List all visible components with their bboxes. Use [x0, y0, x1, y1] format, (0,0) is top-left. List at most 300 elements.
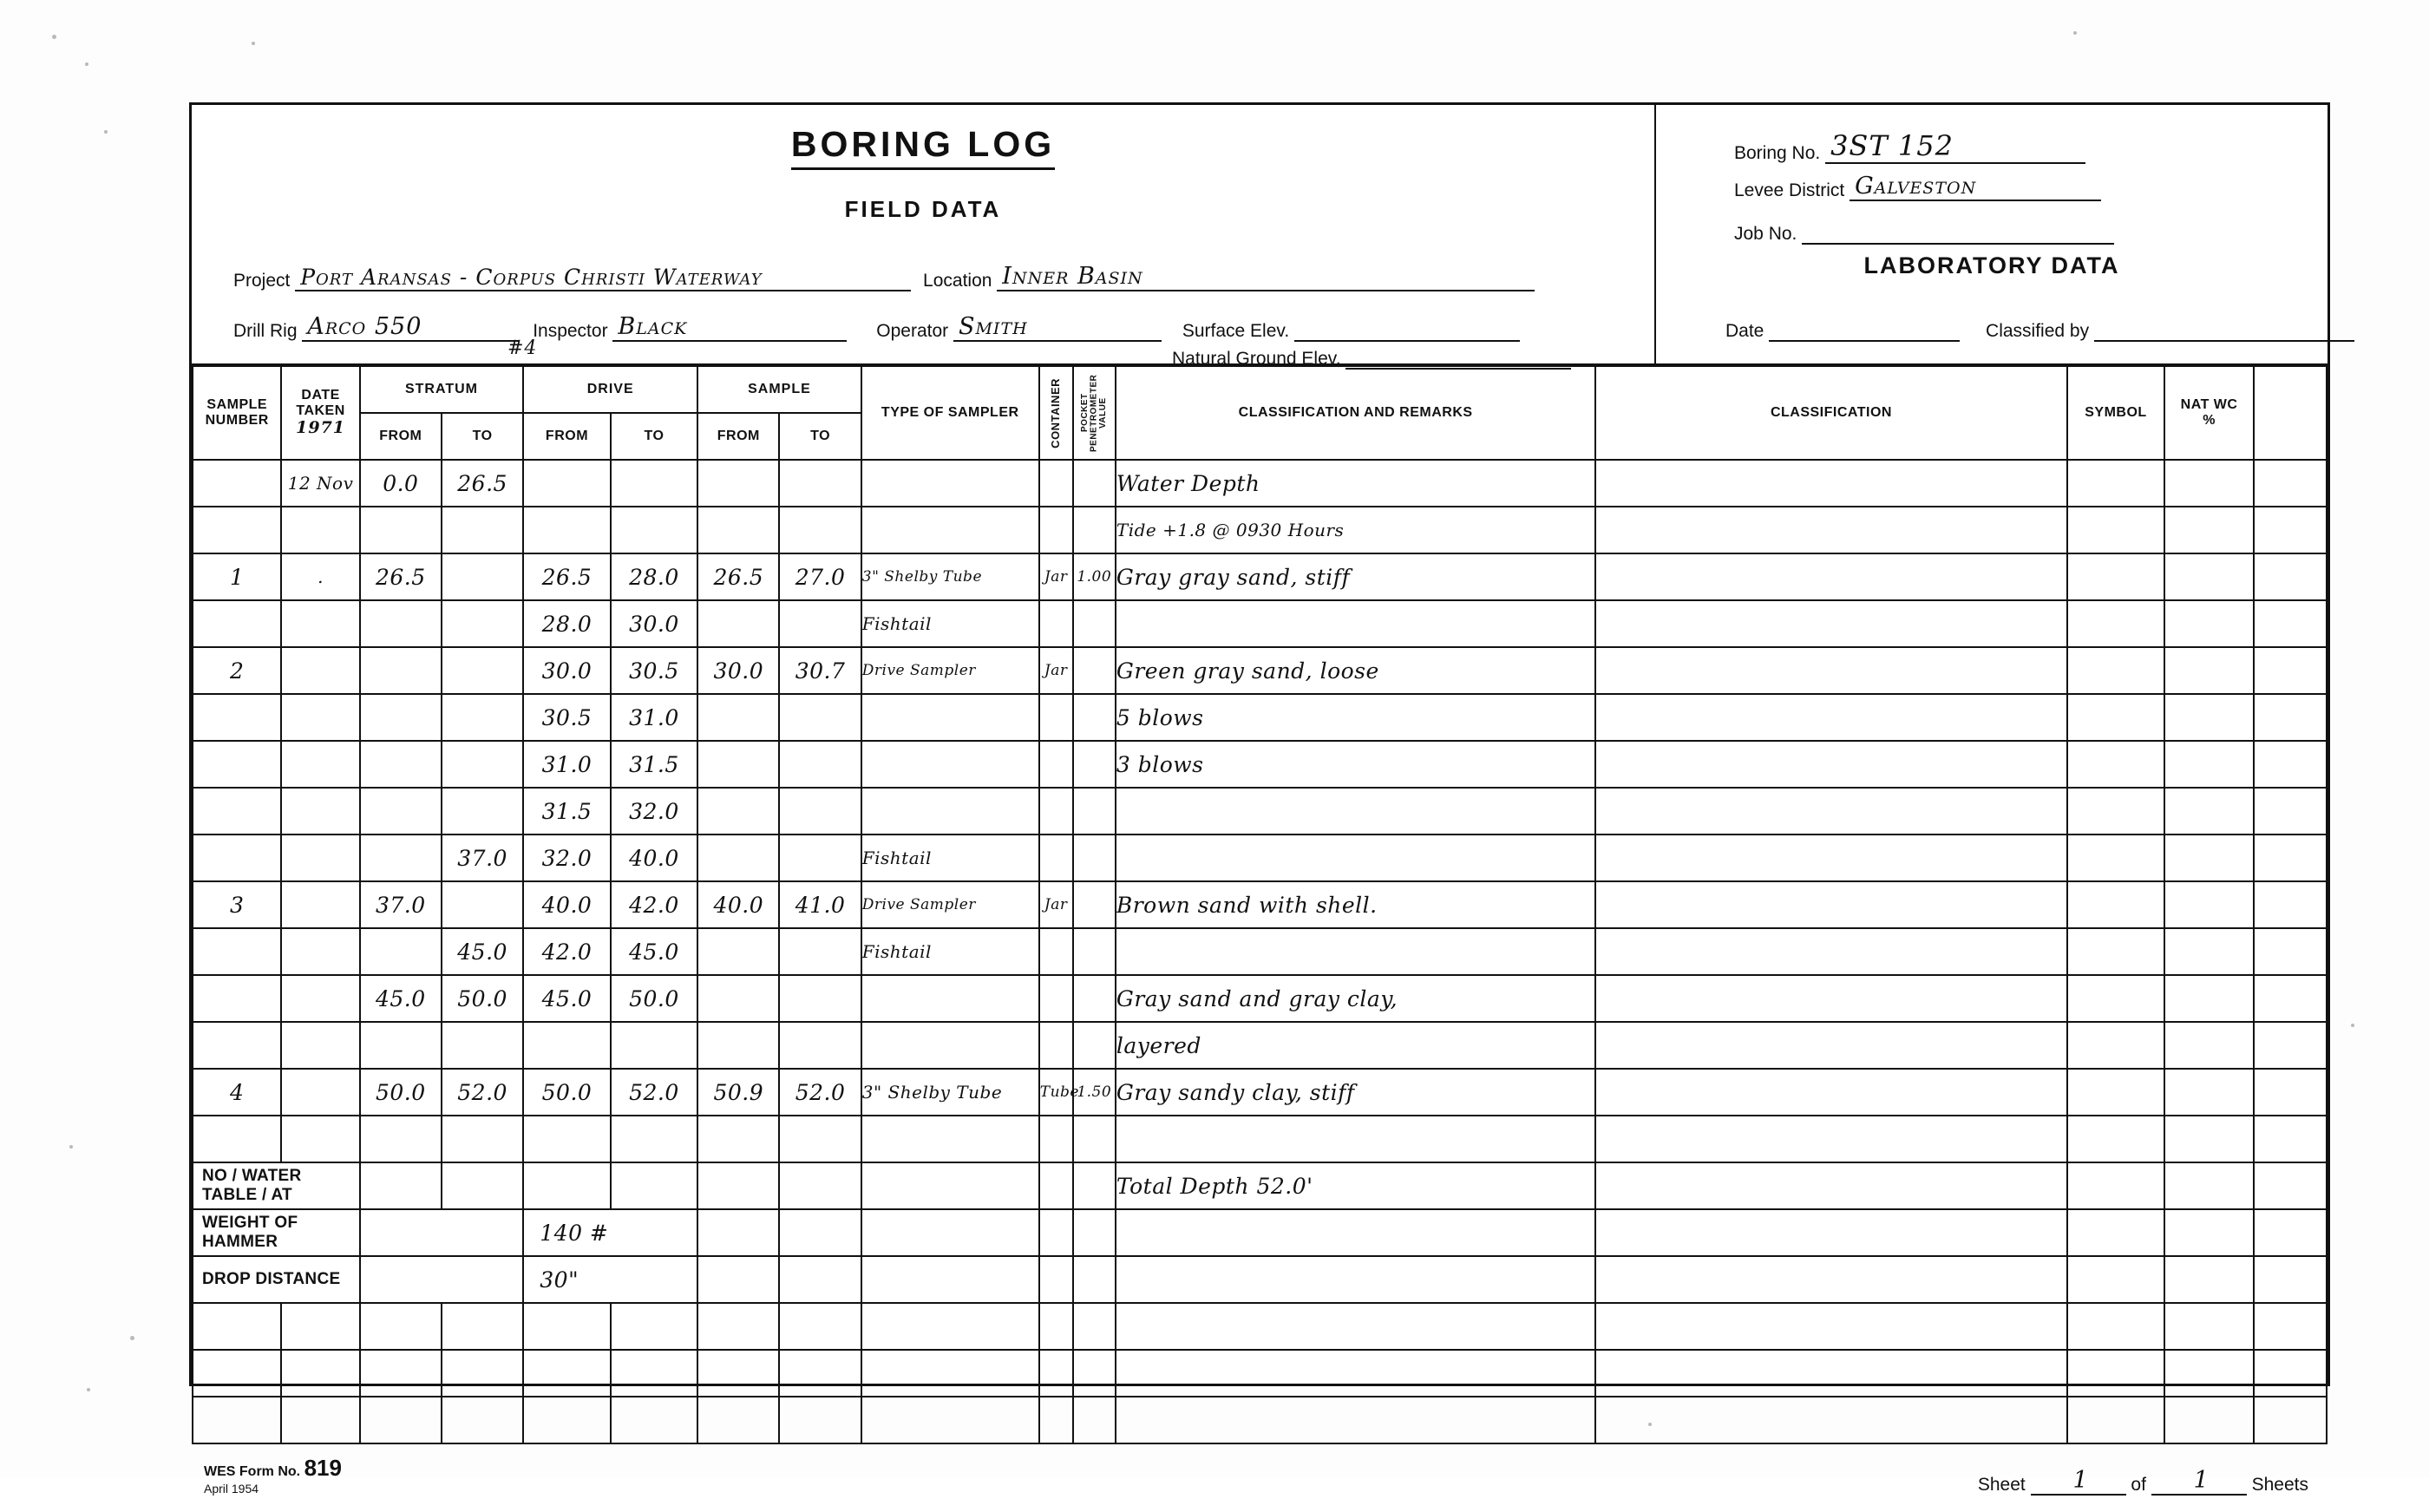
cell-stratum-from [360, 1350, 442, 1397]
cell-remarks [1116, 928, 1595, 975]
cell-classification [1595, 741, 2066, 788]
cell-stratum-from [360, 835, 442, 881]
laboratory-data-header [1656, 105, 2328, 363]
cell-drive-to: 50.0 [611, 975, 697, 1022]
weight-of-hammer-row[interactable] [193, 1209, 2327, 1256]
cell-sample-number [193, 788, 281, 835]
levee-district-label: Levee District [1734, 180, 1845, 200]
cell-remarks [1116, 1209, 1595, 1256]
operator-label: Operator [876, 321, 949, 341]
cell-sample-number [193, 694, 281, 741]
wes-form-date: April 1954 [204, 1482, 259, 1496]
operator-value[interactable] [953, 313, 1162, 342]
drill-rig-value[interactable] [302, 313, 519, 342]
cell-ppv [1073, 460, 1116, 507]
sheet-number-value[interactable] [2031, 1467, 2126, 1496]
cell-symbol [2067, 975, 2165, 1022]
cell-nat-wc [2164, 460, 2253, 507]
col-sample-from: FROM [697, 413, 779, 460]
cell-sample-to [779, 694, 861, 741]
cell-date-taken [281, 1022, 359, 1069]
cell-classification [1595, 694, 2066, 741]
col-sample-number-line2: NUMBER [205, 413, 269, 428]
cell-sample-number [193, 741, 281, 788]
cell-sample-number [193, 975, 281, 1022]
cell-sample-number: 3 [193, 881, 281, 928]
cell-spare [2254, 507, 2327, 553]
of-label: of [2131, 1475, 2146, 1495]
cell-drive-to [611, 460, 697, 507]
cell-drive-to [611, 1397, 697, 1443]
drop-spare-4 [1039, 1256, 1073, 1303]
table-row[interactable] [193, 975, 2327, 1022]
cell-classification [1595, 1022, 2066, 1069]
cell-ppv [1073, 507, 1116, 553]
lab-date-row [1725, 313, 2354, 342]
cell-sample-number [193, 1116, 281, 1162]
cell-drive-from: 40.0 [523, 881, 610, 928]
col-stratum-to: TO [442, 413, 523, 460]
cell-drive-from: 50.0 [523, 1069, 610, 1116]
cell-type-of-sampler: Fishtail [861, 600, 1039, 647]
cell-spare [2254, 788, 2327, 835]
col-pocket-penetrometer-value [1073, 366, 1116, 460]
levee-district-row [1734, 173, 2101, 201]
cell-sample-to [779, 741, 861, 788]
form-header [192, 105, 2328, 369]
col-date-taken-line1: DATE [301, 387, 340, 403]
cell-sample-number: 4 [193, 1069, 281, 1116]
cell-container: Tube [1039, 1069, 1073, 1116]
lab-date-label: Date [1725, 321, 1764, 341]
drill-rig-sub-text: #4 [507, 337, 538, 359]
cell-stratum-to [442, 788, 523, 835]
classified-by-label: Classified by [1986, 321, 2090, 341]
cell-ppv [1073, 835, 1116, 881]
cell-nat-wc [2164, 600, 2253, 647]
cell-symbol [2067, 1256, 2165, 1303]
cell-sample-number [193, 1350, 281, 1397]
cell-drive-from: 45.0 [523, 975, 610, 1022]
cell-ppv [1073, 741, 1116, 788]
cell-type-of-sampler [861, 975, 1039, 1022]
sheets-total-text: 1 [2193, 1467, 2210, 1494]
cell-sample-number [193, 460, 281, 507]
cell-sample-from [697, 975, 779, 1022]
cell-sample-from: 40.0 [697, 881, 779, 928]
cell-spare [2254, 1397, 2327, 1443]
cell-symbol [2067, 1116, 2165, 1162]
cell-spare [2254, 975, 2327, 1022]
cell-sample-from [697, 835, 779, 881]
classified-by-value-text [2094, 313, 2099, 340]
cell-type-of-sampler [861, 1397, 1039, 1443]
cell-drive-to: 52.0 [611, 1069, 697, 1116]
cell-nat-wc [2164, 1116, 2253, 1162]
cell-sample-from: 50.9 [697, 1069, 779, 1116]
project-value[interactable] [295, 265, 911, 291]
cell-spare [2254, 1116, 2327, 1162]
cell-drive-from [523, 507, 610, 553]
col-date-taken-year: 1971 [296, 418, 346, 438]
cell-classification [1595, 1303, 2066, 1350]
cell-drive-from [523, 1022, 610, 1069]
wes-form-label: WES Form No. [204, 1464, 301, 1479]
cell-stratum-from [360, 1116, 442, 1162]
cell-classification [1595, 1350, 2066, 1397]
water-table-label: NO / WATER TABLE / AT [193, 1162, 360, 1209]
cell-classification [1595, 788, 2066, 835]
cell-ppv [1073, 1116, 1116, 1162]
sheets-label: Sheets [2251, 1475, 2308, 1495]
cell-ppv [1073, 694, 1116, 741]
table-row[interactable] [193, 553, 2327, 600]
cell-nat-wc [2164, 1256, 2253, 1303]
cell-remarks: Gray gray sand, stiff [1116, 553, 1595, 600]
cell-drive-to: 28.0 [611, 553, 697, 600]
table-group-header-row [193, 366, 2327, 413]
col-ppv-label: POCKET PENETROMETER VALUE [1079, 374, 1108, 452]
scan-speck [52, 35, 56, 39]
cell-date-taken [281, 1397, 359, 1443]
cell-stratum-to [442, 647, 523, 694]
table-row[interactable] [193, 507, 2327, 553]
cell-stratum-to: 37.0 [442, 835, 523, 881]
cell-spare [2254, 1022, 2327, 1069]
water-table-value-d [611, 1162, 697, 1209]
cell-type-of-sampler: Fishtail [861, 835, 1039, 881]
table-row[interactable] [193, 1069, 2327, 1116]
cell-nat-wc [2164, 881, 2253, 928]
operator-value-text: Smith [958, 313, 1028, 340]
cell-remarks [1116, 1256, 1595, 1303]
scan-speck [69, 1145, 73, 1149]
wes-form-number: 819 [304, 1455, 342, 1481]
col-spare [2254, 366, 2327, 460]
cell-type-of-sampler [861, 1116, 1039, 1162]
cell-remarks [1116, 1397, 1595, 1443]
cell-date-taken: . [281, 553, 359, 600]
cell-ppv: 1.00 [1073, 553, 1116, 600]
cell-symbol [2067, 553, 2165, 600]
weight-of-hammer-spacer [360, 1209, 524, 1256]
lab-date-value[interactable] [1769, 313, 1960, 342]
cell-remarks: Gray sand and gray clay, [1116, 975, 1595, 1022]
cell-ppv [1073, 1303, 1116, 1350]
table-row[interactable] [193, 1022, 2327, 1069]
cell-sample-from [697, 741, 779, 788]
cell-sample-to [779, 928, 861, 975]
wes-form-block [204, 1455, 342, 1496]
water-table-row[interactable] [193, 1162, 2327, 1209]
table-row[interactable] [193, 741, 2327, 788]
cell-drive-from: 31.0 [523, 741, 610, 788]
cell-container: Jar [1039, 553, 1073, 600]
cell-container [1039, 741, 1073, 788]
cell-sample-number: 1 [193, 553, 281, 600]
cell-classification [1595, 1256, 2066, 1303]
page-title-text: BORING LOG [791, 124, 1055, 170]
cell-drive-to [611, 507, 697, 553]
natural-ground-elev-value-text [1345, 341, 1351, 368]
cell-ppv [1073, 647, 1116, 694]
cell-remarks [1116, 1350, 1595, 1397]
cell-date-taken [281, 1350, 359, 1397]
cell-sample-number: 2 [193, 647, 281, 694]
col-sample-number [193, 366, 281, 460]
cell-remarks: Green gray sand, loose [1116, 647, 1595, 694]
cell-container [1039, 975, 1073, 1022]
location-value-text: Inner Basin [1002, 263, 1143, 290]
cell-date-taken [281, 1303, 359, 1350]
cell-spare [2254, 1162, 2327, 1209]
cell-sample-number [193, 1022, 281, 1069]
field-data-header [192, 105, 1656, 369]
cell-nat-wc [2164, 1162, 2253, 1209]
cell-stratum-to [442, 694, 523, 741]
natural-ground-elev-value[interactable] [1345, 341, 1571, 370]
cell-classification [1595, 553, 2066, 600]
cell-drive-from [523, 460, 610, 507]
boring-log-form [189, 102, 2330, 1496]
col-container [1039, 366, 1073, 460]
cell-spare [2254, 1303, 2327, 1350]
col-group-sample: SAMPLE [697, 366, 861, 413]
levee-district-value-text: Galveston [1855, 173, 1977, 200]
drop-spare-2 [779, 1256, 861, 1303]
cell-stratum-to [442, 1397, 523, 1443]
cell-sample-to [779, 1350, 861, 1397]
cell-stratum-to [442, 1022, 523, 1069]
col-container-label: CONTAINER [1049, 377, 1063, 448]
cell-drive-to: 45.0 [611, 928, 697, 975]
project-row [233, 263, 1535, 291]
cell-drive-to: 40.0 [611, 835, 697, 881]
scan-speck [104, 130, 108, 134]
cell-stratum-from: 26.5 [360, 553, 442, 600]
table-row[interactable] [193, 788, 2327, 835]
cell-spare [2254, 741, 2327, 788]
cell-spare [2254, 460, 2327, 507]
cell-stratum-from [360, 694, 442, 741]
table-row[interactable] [193, 1116, 2327, 1162]
cell-symbol [2067, 835, 2165, 881]
project-label: Project [233, 271, 291, 291]
cell-ppv [1073, 1022, 1116, 1069]
cell-type-of-sampler [861, 788, 1039, 835]
scan-speck [85, 62, 88, 66]
cell-classification [1595, 1162, 2066, 1209]
inspector-value-text: Black [618, 313, 688, 340]
cell-symbol [2067, 741, 2165, 788]
drill-rig-value-text: Arco 550 [307, 313, 422, 340]
col-sample-number-line1: SAMPLE [206, 396, 268, 412]
weight-of-hammer-value: 140 # [523, 1209, 697, 1256]
table-row[interactable] [193, 881, 2327, 928]
cell-sample-from [697, 507, 779, 553]
cell-sample-to [779, 835, 861, 881]
cell-classification [1595, 1116, 2066, 1162]
cell-spare [2254, 1209, 2327, 1256]
cell-spare [2254, 553, 2327, 600]
cell-sample-to [779, 975, 861, 1022]
cell-symbol [2067, 1209, 2165, 1256]
location-value[interactable] [997, 263, 1535, 291]
cell-symbol [2067, 1303, 2165, 1350]
drop-distance-label: DROP DISTANCE [193, 1256, 360, 1303]
cell-nat-wc [2164, 788, 2253, 835]
cell-remarks: Brown sand with shell. [1116, 881, 1595, 928]
table-row[interactable] [193, 1397, 2327, 1443]
cell-symbol [2067, 1350, 2165, 1397]
sheets-total-value[interactable] [2151, 1467, 2247, 1496]
cell-type-of-sampler: Fishtail [861, 928, 1039, 975]
hammer-spare-1 [697, 1209, 779, 1256]
table-row[interactable] [193, 835, 2327, 881]
cell-date-taken [281, 975, 359, 1022]
cell-remarks: Tide +1.8 @ 0930 Hours [1116, 507, 1595, 553]
cell-nat-wc [2164, 647, 2253, 694]
cell-nat-wc [2164, 1069, 2253, 1116]
cell-container [1039, 507, 1073, 553]
project-value-text: Port Aransas - Corpus Christi Waterway [300, 265, 763, 290]
laboratory-data-title: LABORATORY DATA [1863, 252, 2120, 278]
cell-nat-wc [2164, 694, 2253, 741]
surface-elev-value-text [1294, 313, 1300, 340]
cell-sample-to [779, 1116, 861, 1162]
cell-sample-from [697, 460, 779, 507]
cell-spare [2254, 835, 2327, 881]
cell-drive-to [611, 1116, 697, 1162]
cell-drive-from: 28.0 [523, 600, 610, 647]
cell-sample-to [779, 460, 861, 507]
scan-speck [2073, 31, 2077, 35]
cell-nat-wc [2164, 1209, 2253, 1256]
cell-nat-wc [2164, 553, 2253, 600]
col-stratum-from: FROM [360, 413, 442, 460]
cell-spare [2254, 881, 2327, 928]
cell-stratum-from [360, 1397, 442, 1443]
water-table-spare-2 [779, 1162, 861, 1209]
cell-sample-from [697, 694, 779, 741]
drop-spare-3 [861, 1256, 1039, 1303]
levee-district-value[interactable] [1850, 173, 2101, 201]
cell-ppv [1073, 788, 1116, 835]
cell-sample-to [779, 788, 861, 835]
job-no-value[interactable] [1802, 216, 2114, 245]
cell-classification [1595, 460, 2066, 507]
hammer-spare-3 [861, 1209, 1039, 1256]
table-row[interactable] [193, 928, 2327, 975]
cell-drive-to [611, 1350, 697, 1397]
cell-stratum-to: 45.0 [442, 928, 523, 975]
cell-symbol [2067, 460, 2165, 507]
cell-sample-number [193, 835, 281, 881]
col-nat-wc-line1: NAT WC [2180, 396, 2238, 412]
table-row[interactable] [193, 694, 2327, 741]
cell-symbol [2067, 647, 2165, 694]
cell-stratum-to [442, 1116, 523, 1162]
cell-spare [2254, 647, 2327, 694]
drillrig-row [233, 313, 1520, 342]
cell-stratum-from [360, 507, 442, 553]
cell-sample-number [193, 1303, 281, 1350]
classified-by-value[interactable] [2094, 313, 2354, 342]
cell-ppv [1073, 975, 1116, 1022]
hammer-spare-5 [1073, 1209, 1116, 1256]
cell-stratum-from: 0.0 [360, 460, 442, 507]
cell-sample-to [779, 507, 861, 553]
col-type-of-sampler: TYPE OF SAMPLER [861, 366, 1039, 460]
cell-nat-wc [2164, 741, 2253, 788]
cell-classification [1595, 600, 2066, 647]
page-title [192, 124, 1654, 165]
cell-date-taken [281, 928, 359, 975]
inspector-value[interactable] [612, 313, 847, 342]
cell-nat-wc [2164, 507, 2253, 553]
cell-drive-to: 42.0 [611, 881, 697, 928]
cell-remarks: 3 blows [1116, 741, 1595, 788]
cell-date-taken [281, 694, 359, 741]
cell-symbol [2067, 881, 2165, 928]
cell-sample-from [697, 1116, 779, 1162]
cell-classification [1595, 928, 2066, 975]
cell-drive-to: 31.0 [611, 694, 697, 741]
field-data-title: FIELD DATA [844, 196, 1002, 222]
cell-sample-number [193, 928, 281, 975]
drill-rig-sub-note [502, 337, 537, 359]
cell-drive-to: 32.0 [611, 788, 697, 835]
cell-remarks: layered [1116, 1022, 1595, 1069]
cell-symbol [2067, 1397, 2165, 1443]
cell-stratum-from [360, 600, 442, 647]
table-row[interactable] [193, 600, 2327, 647]
cell-stratum-from [360, 1303, 442, 1350]
cell-stratum-to [442, 1303, 523, 1350]
water-table-value-a [360, 1162, 442, 1209]
sheet-label: Sheet [1977, 1475, 2026, 1495]
cell-spare [2254, 694, 2327, 741]
cell-type-of-sampler: Drive Sampler [861, 881, 1039, 928]
job-no-row [1734, 216, 2114, 245]
col-nat-wc-line2: % [2203, 413, 2216, 428]
cell-sample-number [193, 1397, 281, 1443]
table-row[interactable] [193, 647, 2327, 694]
total-depth-remark: Total Depth 52.0' [1116, 1162, 1595, 1209]
table-row[interactable] [193, 1350, 2327, 1397]
boring-no-value[interactable] [1825, 129, 2085, 164]
hammer-spare-4 [1039, 1209, 1073, 1256]
cell-nat-wc [2164, 835, 2253, 881]
surface-elev-value[interactable] [1294, 313, 1520, 342]
cell-container [1039, 928, 1073, 975]
drop-distance-row[interactable] [193, 1256, 2327, 1303]
cell-sample-to: 41.0 [779, 881, 861, 928]
table-row[interactable] [193, 1303, 2327, 1350]
cell-type-of-sampler [861, 694, 1039, 741]
cell-symbol [2067, 694, 2165, 741]
cell-drive-from: 30.5 [523, 694, 610, 741]
col-date-taken-line2: TAKEN [296, 403, 345, 419]
boring-no-value-text: 3ST 152 [1830, 129, 1954, 162]
cell-sample-from [697, 1397, 779, 1443]
water-table-spare-1 [697, 1162, 779, 1209]
cell-ppv: 1.50 [1073, 1069, 1116, 1116]
cell-container [1039, 1022, 1073, 1069]
natural-ground-elev-row [1172, 341, 1571, 370]
cell-remarks [1116, 788, 1595, 835]
table-row[interactable] [193, 460, 2327, 507]
